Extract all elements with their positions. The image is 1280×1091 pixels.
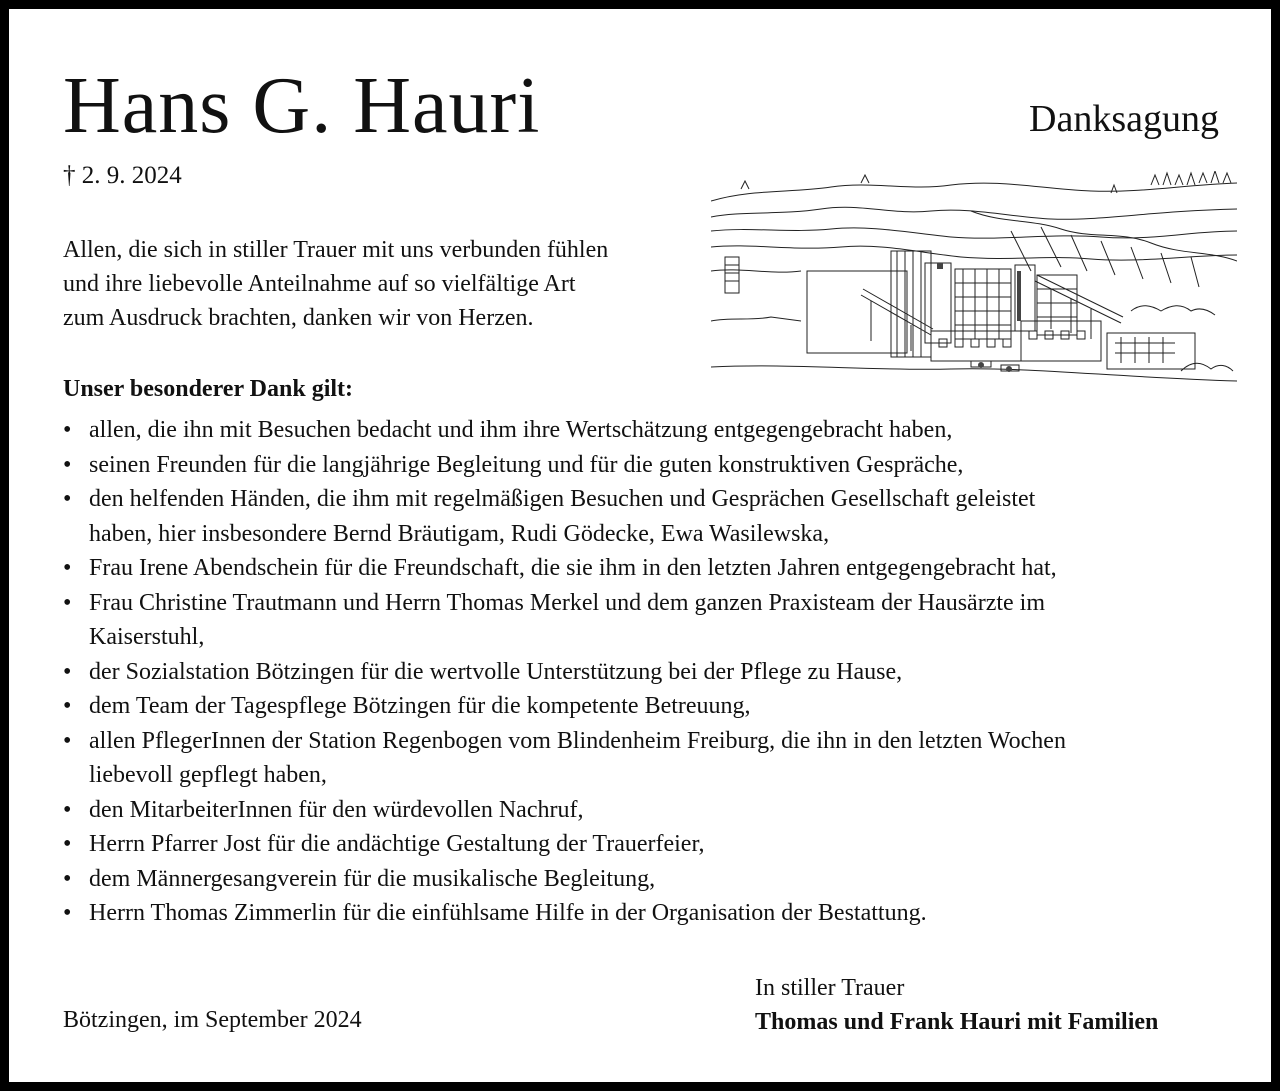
intro-line: Allen, die sich in stiller Trauer mit uns verbunden fühlen	[63, 237, 609, 263]
list-item	[63, 689, 1243, 724]
list-item-line: Kaiserstuhl,	[89, 624, 205, 650]
list-item	[63, 827, 1243, 862]
thanks-list	[63, 413, 1243, 931]
list-item-line: dem Team der Tagespflege Bötzingen für die kompetente Betreuung,	[89, 693, 751, 719]
list-item	[63, 586, 1243, 655]
death-date: † 2. 9. 2024	[63, 162, 182, 189]
list-item-line: der Sozialstation Bötzingen für die wertvolle Unterstützung bei der Pflege zu Hause,	[89, 658, 903, 685]
list-item	[63, 896, 1243, 931]
list-item-line: den MitarbeiterInnen für den würdevollen Nachruf,	[89, 796, 584, 823]
bullet-icon: •	[63, 796, 72, 823]
signature-block	[755, 971, 1158, 1039]
list-item-line: dem Männergesangverein für die musikalische Begleitung,	[89, 865, 656, 892]
list-item-line: Frau Irene Abendschein für die Freundschaft, die sie ihm in den letzten Jahren entgegengebracht hat,	[89, 555, 1057, 581]
mourning-line: In stiller Trauer	[755, 975, 905, 1001]
intro-line: und ihre liebevolle Anteilnahme auf so vielfältige Art	[63, 271, 576, 297]
list-item-line: Herrn Pfarrer Jost für die andächtige Gestaltung der Trauerfeier,	[89, 831, 705, 857]
list-item-line: Frau Christine Trautmann und Herrn Thomas Merkel und dem ganzen Praxisteam der Hausärzte im	[89, 589, 1046, 616]
list-item-line: allen, die ihn mit Besuchen bedacht und ihm ihre Wertschätzung entgegengebracht haben,	[89, 417, 953, 443]
list-item-line: seinen Freunden für die langjährige Begleitung und für die guten konstruktiven Gespräche,	[89, 451, 964, 478]
intro-text	[63, 233, 713, 335]
list-item	[63, 413, 1243, 448]
family-signature: Thomas und Frank Hauri mit Familien	[755, 1009, 1159, 1035]
bullet-icon: •	[63, 831, 72, 857]
bullet-icon: •	[63, 693, 72, 719]
list-item-line: allen PflegerInnen der Station Regenbogen vom Blindenheim Freiburg, die ihn in den letzten Wochen	[89, 727, 1066, 754]
list-item-line: liebevoll gepflegt haben,	[89, 762, 327, 788]
list-item-line: haben, hier insbesondere Bernd Bräutigam, Rudi Gödecke, Ewa Wasilewska,	[89, 520, 830, 547]
thanks-heading: Unser besonderer Dank gilt:	[63, 376, 354, 402]
list-item-line: Herrn Thomas Zimmerlin für die einfühlsame Hilfe in der Organisation der Bestattung.	[89, 900, 927, 926]
notice-label: Danksagung	[1029, 98, 1219, 140]
intro-line: zum Ausdruck brachten, danken wir von Herzen.	[63, 305, 534, 331]
list-item	[63, 724, 1243, 793]
bullet-icon: •	[63, 589, 72, 616]
quarry-factory-illustration	[711, 171, 1237, 393]
place-and-date: Bötzingen, im September 2024	[63, 1007, 362, 1033]
bullet-icon: •	[63, 486, 72, 512]
deceased-name: Hans G. Hauri	[63, 62, 541, 150]
bullet-icon: •	[63, 417, 72, 443]
list-item	[63, 448, 1243, 483]
bullet-icon: •	[63, 451, 72, 478]
bullet-icon: •	[63, 658, 72, 685]
list-item	[63, 655, 1243, 690]
bullet-icon: •	[63, 555, 72, 581]
list-item	[63, 793, 1243, 828]
bullet-icon: •	[63, 900, 72, 926]
list-item-line: den helfenden Händen, die ihm mit regelmäßigen Besuchen und Gesprächen Gesellschaft geleistet	[89, 486, 1036, 512]
list-item	[63, 551, 1243, 586]
bullet-icon: •	[63, 727, 72, 754]
list-item	[63, 482, 1243, 551]
list-item	[63, 862, 1243, 897]
bullet-icon: •	[63, 865, 72, 892]
